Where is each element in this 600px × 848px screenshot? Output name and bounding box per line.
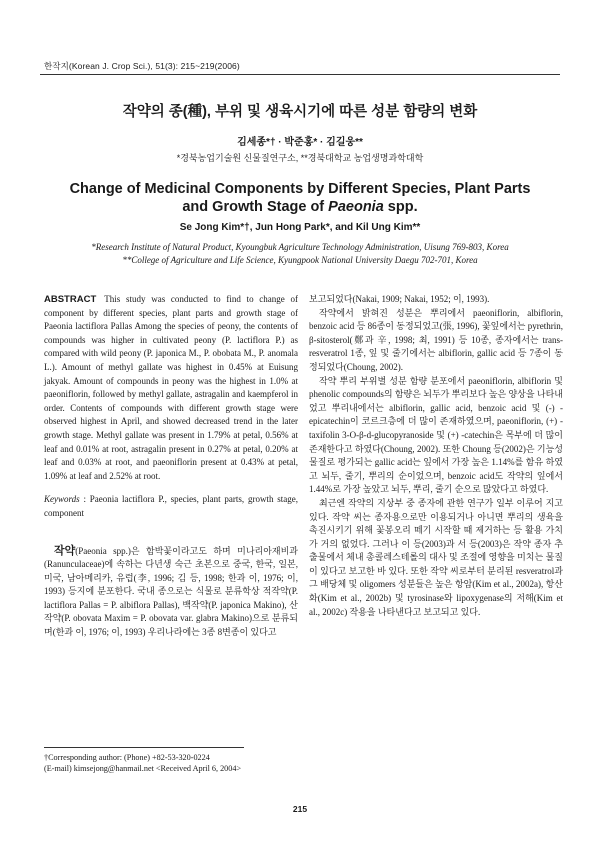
right-column	[309, 293, 563, 619]
keywords	[44, 493, 298, 520]
english-title	[40, 180, 560, 216]
abstract-text: This study was conducted to find to change of component by different species, plant parts and growth stage of Paeonia lactiflora Pallas Among the species of peony, the contents of compounds was higher in cultivated peony (P. lactiflora P.) as compared with wild peony (P. japonica M., P. obobata M., P. anomala L.). Amount of methyl gallate was highest in 0.45% at Euisung jakyak. Amount of compounds in peony was the highest in 1.0% at paeoniflorin, followed by methyl gallate, astragalin and kaempferol in order. Contents of compounds with different growth stage were observed highest in April, and showed decreased trend in the later growth stage. Methyl gallate was present in 1.79% at petal, 0.56% at leaf and 0.01% at root, astragalin present in 0.27% at petal, 0.20% at leaf and 0.03% at root, and paeoniflorin present at 0.43% at petal, 1.09% at leaf and 2.52% at root.	[44, 294, 298, 481]
english-title-line2: and Growth Stage of Paeonia spp.	[182, 199, 418, 215]
affiliation-line1: *Research Institute of Natural Product, Kyoungbuk Agriculture Technology Administration, Uisung 769-803, Korea	[91, 242, 509, 252]
paragraph-1: 보고되었다(Nakai, 1909; Nakai, 1952; 이, 1993).	[309, 294, 490, 304]
intro-lead: 작약	[54, 544, 76, 557]
header-rule	[40, 74, 560, 75]
paragraph-2: 작약에서 밝혀진 성분은 뿌리에서 paeoniflorin, albiflorin, benzoic acid 등 86종이 동정되었고(張, 1996), 꽃잎에서는 pyrethrin, β-sitosterol(鄭과 辛, 1998; 최, 1991) 등 10종, 종자에서는 trans-resveratrol 1종, 잎 및 줄기에서는 albiflorin, gallic acid 등 7종이 동정되었다(Choung, 2002).	[309, 307, 563, 372]
keywords-label: Keywords	[44, 494, 80, 505]
english-affiliation	[40, 241, 560, 267]
intro-paragraph	[44, 545, 298, 640]
korean-title: 작약의 종(種), 부위 및 생육시기에 따른 성분 함량의 변화	[122, 104, 478, 120]
footnote-line1: †Corresponding author: (Phone) +82-53-320-0224	[44, 753, 210, 762]
abstract	[44, 293, 298, 483]
english-title-line1: Change of Medicinal Components by Different Species, Plant Parts	[69, 181, 531, 197]
keywords-text: : Paeonia lactiflora P., species, plant parts, growth stage, component	[44, 494, 298, 518]
korean-authors: 김세종*† · 박준홍* · 김길웅**	[237, 137, 363, 148]
korean-affiliation: *경북농업기술원 신물질연구소, **경북대학교 농업생명과학대학	[176, 153, 424, 163]
journal-header: 한작지(Korean J. Crop Sci.), 51(3): 215~219(2006)	[44, 61, 240, 71]
footnote	[44, 752, 304, 774]
affiliation-line2: **College of Agriculture and Life Science, Kyungpook National University Daegu 702-701, Korea	[122, 255, 478, 265]
paragraph-3: 작약 뿌리 부위별 성분 함량 분포에서 paeoniflorin, albiflorin 및 phenolic compounds의 함량은 뇌두가 뿌리보다 높은 양상을 나타내었고 뿌리내에서는 albiflorin, gallic acid, benzoic acid 및 (-) -epicatechin이 코르크층에 더 많이 존재하였으며, paeoniflorin, (+) -taxifolin 3-O-β-d-glucopyranoside 및 (+) -catechin은 목부에 더 많이 존재한다고 하였다(Choung, 2002). 또한 Choung 등(2002)은 기능성 물질로 평가되는 gallic acid는 잎에서 가장 높은 1.14%를 함유 하였고 뇌두, 줄기, 뿌리의 순이었으며, benzoic acid도 작약의 잎에서 1.44%로 가장 높았고 뇌두, 뿌리, 줄기 순으로 많았다고 하였다.	[309, 375, 563, 495]
page-number: 215	[292, 804, 308, 814]
english-authors: Se Jong Kim*†, Jun Hong Park*, and Kil Ung Kim**	[179, 222, 421, 233]
paragraph-4: 최근엔 작약의 지상부 중 종자에 관한 연구가 일부 이루어 지고 있다. 작약 씨는 종자용으로만 이용되거나 아니면 뿌리의 생육을 촉진시키기 위해 꽃봉오리 떼기 시작할 때 제거하는 등 활용 가치가 거의 없었다. 그러나 이 등(2003)과 서 등(2003)은 작약 종자 추출물에서 체내 총콜레스테롤의 대사 및 조절에 영향을 미치는 물질이 있다고 보고한 바 있다. 또한 작약 씨로부터 분리된 resveratrol과 그 배당체 및 oligomers 성분들은 높은 항암(Kim et al., 2002a), 항산화(Kim et al., 2002b) 및 tyrosinase와 lipoxygenase의 저해(Kim et al., 2002c) 작용을 나타낸다고 보고되고 있다.	[309, 497, 563, 617]
genus-name: Paeonia	[328, 199, 384, 215]
footnote-line2: (E-mail) kimsejong@hanmail.net <Received April 6, 2004>	[44, 764, 242, 773]
abstract-heading: ABSTRACT	[44, 294, 97, 305]
left-column	[44, 293, 298, 640]
intro-text: (Paeonia spp.)은 함박꽃이라고도 하며 미나리아재비과(Ranunculaceae)에 속하는 다년생 숙근 초본으로 중국, 한국, 일본, 미국, 남아메리카, 유럽(李, 1996; 김 등, 1998; 한과 이, 1976; 이, 1993) 등지에 분포한다. 국내 종으로는 식물로 분류학상 적작약(P. lactiflora Pallas = P. albiflora Pallas), 백작약(P. japonica Makino), 산작약(P. obovata Maxim = P. obovata var. glabra Makino)으로 분류되며(한과 이, 1976; 이, 1993) 우리나라에는 3종 8변종이 있다고	[44, 545, 298, 638]
footnote-rule	[44, 747, 244, 748]
